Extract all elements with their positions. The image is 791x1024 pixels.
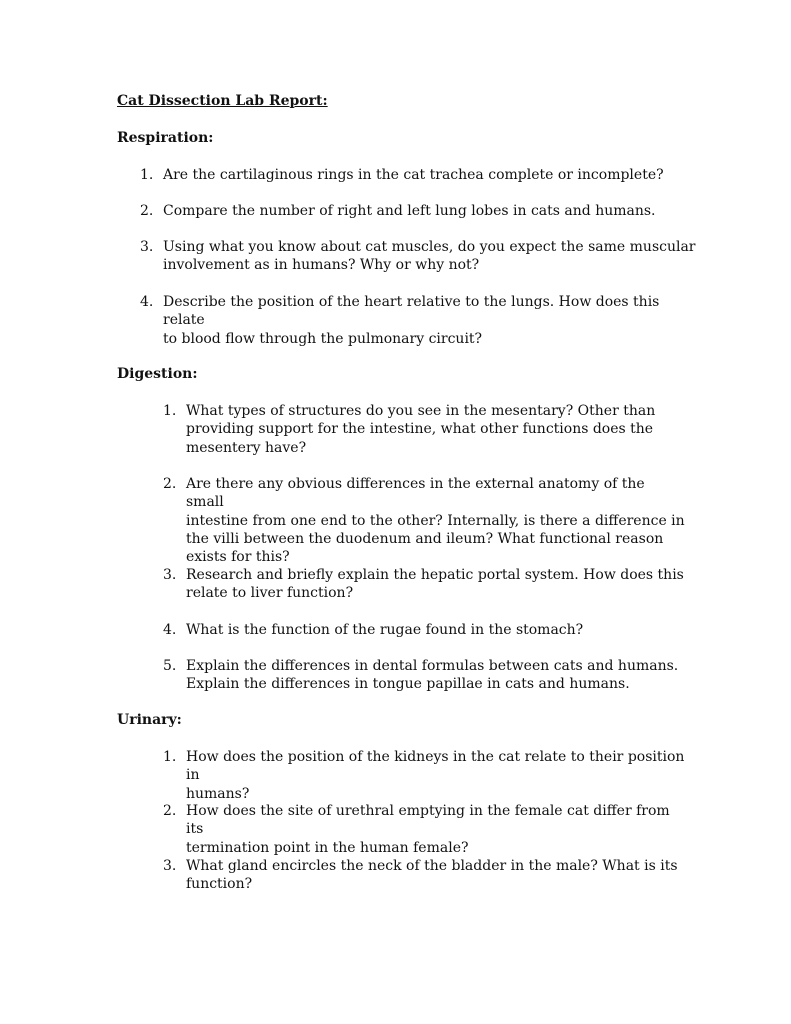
question-text: Are there any obvious differences in the external anatomy of the small intestine from one end to the other? Internally, is there a difference in the villi between the duodenum and ileum? What functional reason exists for this? (186, 476, 685, 566)
section-heading-urinary: Urinary: (117, 712, 182, 728)
question-number: 3. (163, 567, 177, 583)
question-text: Research and briefly explain the hepatic portal system. How does this relate to liver function? (186, 567, 684, 602)
question-text: How does the site of urethral emptying in the female cat differ from its termination point in the human female? (186, 803, 670, 856)
question-number: 1. (163, 749, 177, 765)
question-number: 3. (163, 858, 177, 874)
section-heading-respiration: Respiration: (117, 130, 214, 146)
question-number: 2. (163, 476, 177, 492)
question-text: Are the cartilaginous rings in the cat trachea complete or incomplete? (163, 167, 664, 183)
question-number: 2. (163, 803, 177, 819)
question-number: 5. (163, 658, 177, 674)
question-number: 1. (140, 167, 154, 183)
question-text: What types of structures do you see in the mesentary? Other than providing support for the intestine, what other functions does the mesentery have? (186, 403, 656, 456)
question-text: What is the function of the rugae found in the stomach? (186, 622, 584, 638)
question-text: Using what you know about cat muscles, do you expect the same muscular involvement as in humans? Why or why not? (163, 239, 696, 274)
question-number: 2. (140, 203, 154, 219)
question-number: 1. (163, 403, 177, 419)
question-text: Compare the number of right and left lung lobes in cats and humans. (163, 203, 656, 219)
question-text: What gland encircles the neck of the bladder in the male? What is its function? (186, 858, 678, 893)
question-number: 4. (140, 294, 154, 310)
question-text: How does the position of the kidneys in the cat relate to their position in humans? (186, 749, 685, 802)
question-text: Explain the differences in dental formulas between cats and humans. Explain the differences in tongue papillae in cats and humans. (186, 658, 679, 693)
section-heading-digestion: Digestion: (117, 366, 198, 382)
question-number: 4. (163, 622, 177, 638)
question-text: Describe the position of the heart relative to the lungs. How does this relate to blood flow through the pulmonary circuit? (163, 294, 660, 347)
document-title: Cat Dissection Lab Report: (117, 93, 328, 109)
question-number: 3. (140, 239, 154, 255)
